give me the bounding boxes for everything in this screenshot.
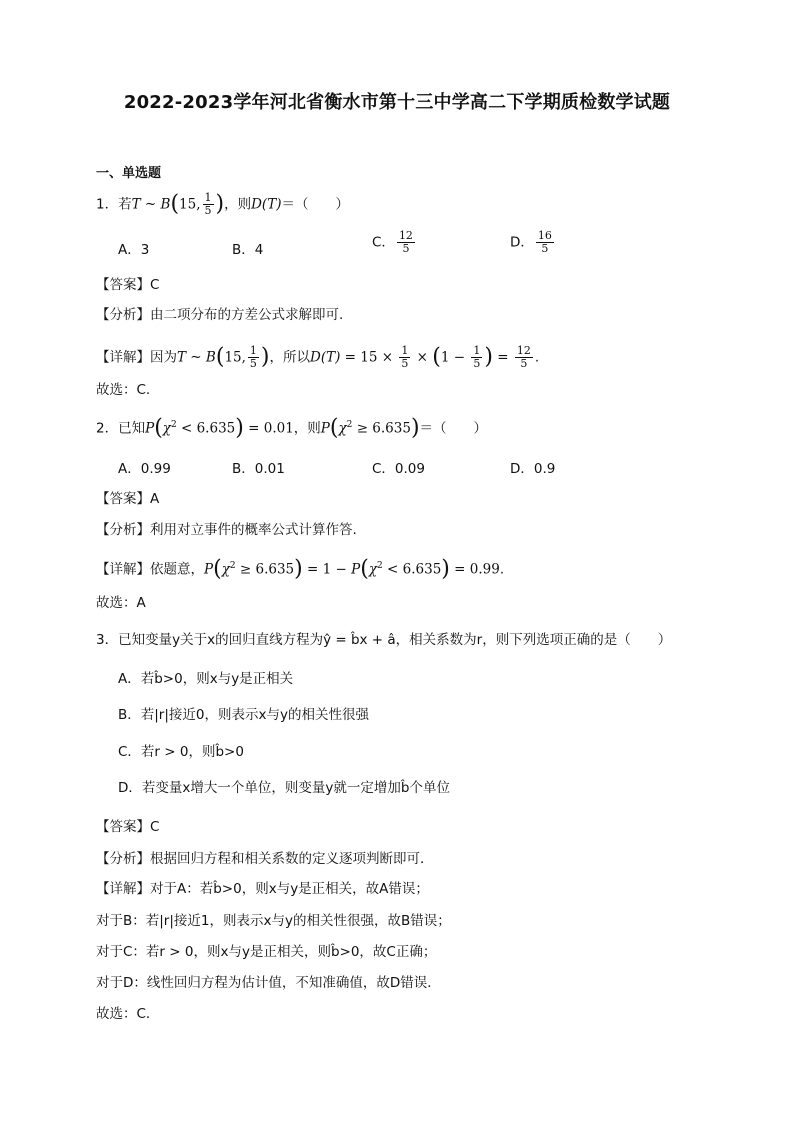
- q2-option-b: B．0.01: [232, 461, 285, 477]
- q2-analysis: 【分析】利用对立事件的概率公式计算作答.: [96, 522, 357, 538]
- q3-option-b: B．若|r|接近0，则表示x与y的相关性很强: [118, 707, 369, 723]
- q1-option-d: D． $\frac{16}{5}$: [510, 229, 552, 255]
- q3-answer: 【答案】C: [96, 819, 160, 835]
- q2-answer: 【答案】A: [96, 491, 160, 507]
- q2-final: 故选：A: [96, 595, 146, 611]
- q3-detail-c: 对于C：若r > 0，则x与y是正相关，则b̂>0，故C正确；: [96, 944, 437, 960]
- q3-option-c: C．若r > 0，则b̂>0: [118, 744, 244, 760]
- q2-detail: 【详解】依题意，$P(\chi^2 \ge 6.635) = 1 - P(\chi^2 < 6.635) = 0.99$.: [96, 556, 505, 582]
- q3-option-a: A．若b̂>0，则x与y是正相关: [118, 671, 294, 687]
- q3-detail-b: 对于B：若|r|接近1，则表示x与y的相关性很强，故B错误；: [96, 913, 451, 929]
- q1-final: 故选：C.: [96, 382, 151, 398]
- q3-detail-a: 【详解】对于A：若b̂>0，则x与y是正相关，故A错误；: [96, 881, 429, 897]
- q1-stem: 1．若T ~ B(15, $\frac{1}{5}$ )，则D(T)＝（ ）: [96, 191, 349, 217]
- q2-stem: 2．已知$P(\chi^2 < 6.635) = 0.01$，则$P(\chi^2 \ge 6.635)=$（ ）: [96, 415, 488, 441]
- q2-option-d: D．0.9: [510, 461, 556, 477]
- q1-detail: 【详解】因为T ~ B(15, $\frac{1}{5}$ )，所以D(T) = 15 × $\frac{1}{5}$ × (1 − $\frac{1}{5}$ ) = $\frac{12}{5}$ .: [96, 344, 540, 370]
- q1-option-c: C． $\frac{12}{5}$: [372, 229, 413, 255]
- document-title: 2022-2023学年河北省衡水市第十三中学高二下学期质检数学试题: [123, 92, 671, 113]
- q3-final: 故选：C．: [96, 1006, 160, 1022]
- section-heading: 一、单选题: [96, 166, 162, 181]
- fraction: $\frac{1}{5}$: [204, 191, 212, 217]
- q3-stem: 3．已知变量y关于x的回归直线方程为ŷ = b̂x + â，相关系数为r，则下列选项正确的是（ ）: [96, 632, 672, 648]
- q3-option-d: D．若变量x增大一个单位，则变量y就一定增加b̂个单位: [118, 780, 450, 796]
- q1-option-a: A．3: [118, 242, 150, 258]
- q2-option-c: C．0.09: [372, 461, 425, 477]
- q1-option-b: B．4: [232, 242, 264, 258]
- q1-answer: 【答案】C: [96, 277, 160, 293]
- q1-analysis: 【分析】由二项分布的方差公式求解即可.: [96, 307, 344, 323]
- q3-analysis: 【分析】根据回归方程和相关系数的定义逐项判断即可．: [96, 851, 434, 867]
- q2-option-a: A．0.99: [118, 461, 171, 477]
- q3-detail-d: 对于D：线性回归方程为估计值，不知准确值，故D错误．: [96, 975, 441, 991]
